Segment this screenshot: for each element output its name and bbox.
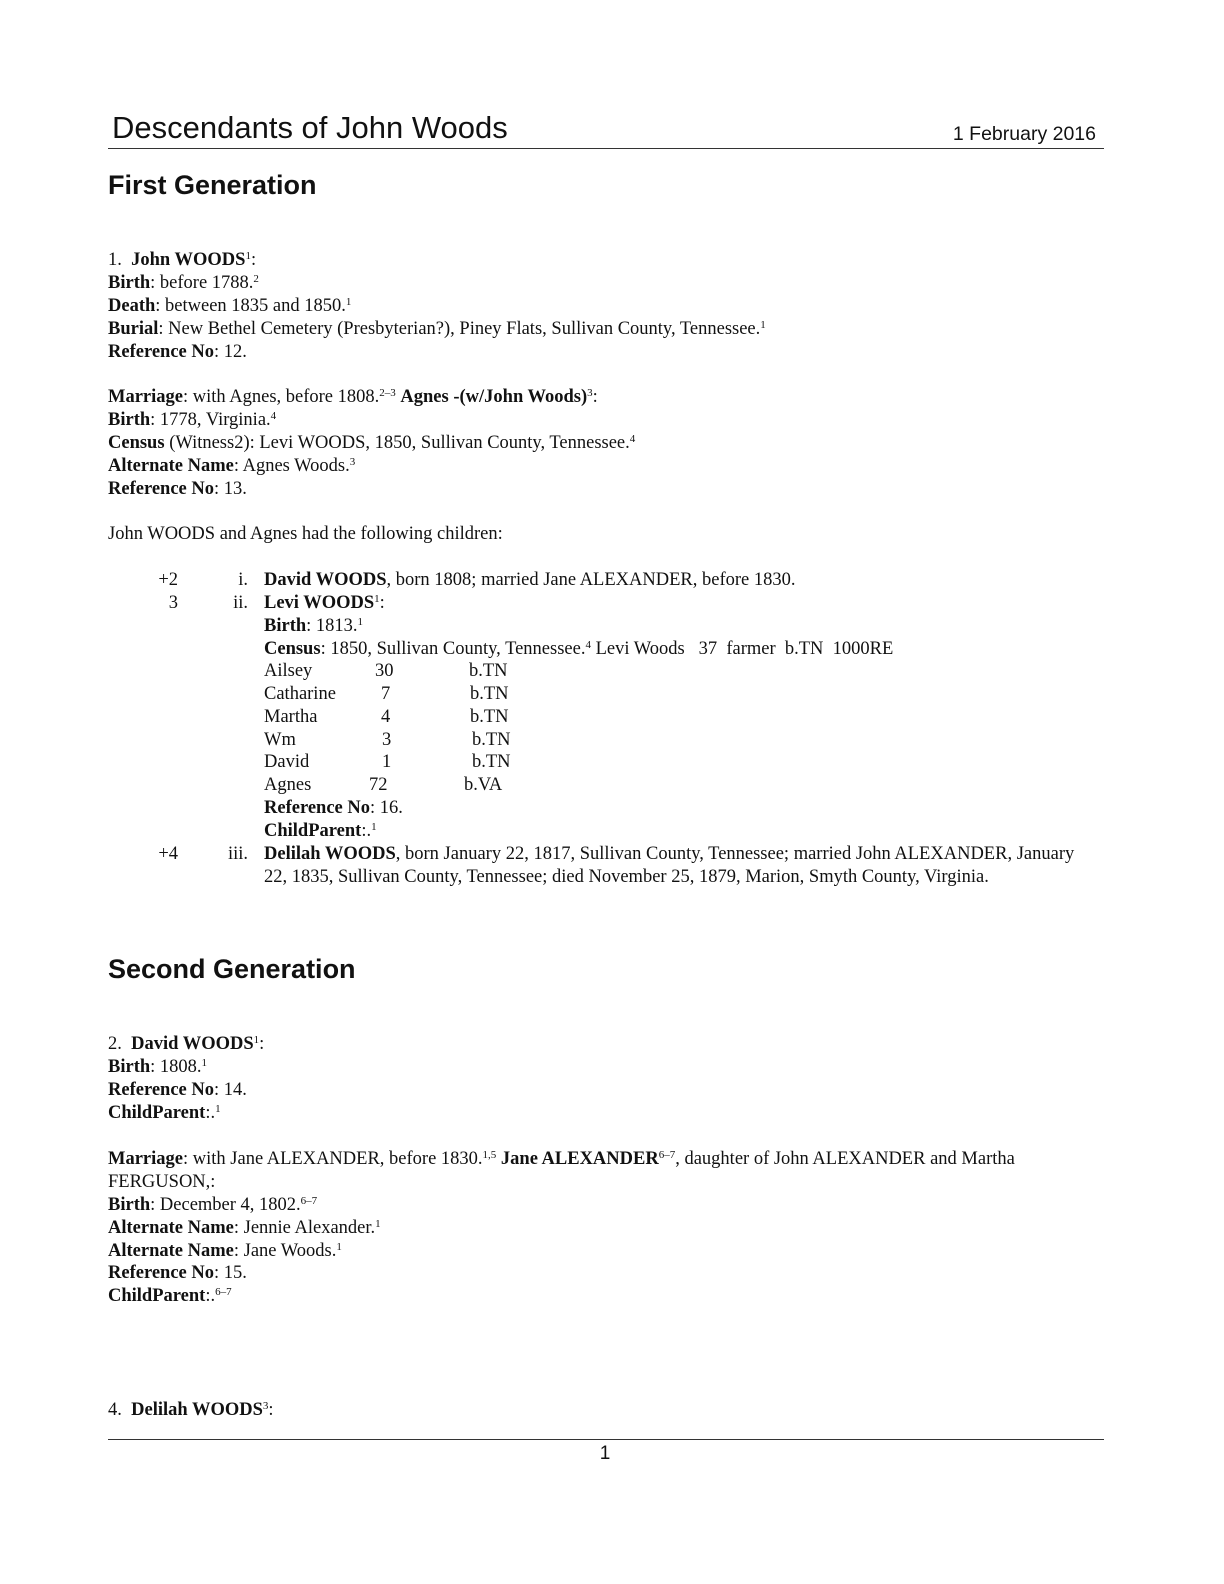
spouse-alternate-name-line: Alternate Name: Jennie Alexander.$^1$ [108, 1218, 381, 1238]
document-date: 1 February 2016 [952, 123, 1096, 145]
child-index: iii. [227, 844, 248, 864]
spouse-alternate-name-line: Alternate Name: Agnes Woods.$^3$ [108, 456, 356, 476]
child-entry: Levi WOODS$^1$: [264, 593, 385, 613]
person-4-name-line: 4. Delilah WOODS$^3$: [108, 1400, 274, 1420]
child-census-line: Census: 1850, Sullivan County, Tennessee.$^4$ Levi Woods 37 farmer b.TN 1000RE [264, 639, 894, 659]
page-header [108, 108, 1104, 149]
marriage-line: Marriage: with Jane ALEXANDER, before 1830.$^{1,5}$ Jane ALEXANDER$^{6-7}$, daughter of John ALEXANDER and Martha [108, 1149, 1015, 1169]
children-intro: John WOODS and Agnes had the following children: [108, 524, 503, 544]
second-generation-heading: Second Generation [108, 954, 356, 984]
child-number: +4 [158, 844, 178, 864]
spouse-alternate-name-line: Alternate Name: Jane Woods.$^1$ [108, 1241, 342, 1261]
footer-divider [108, 1439, 1104, 1440]
first-generation-heading: First Generation [108, 170, 317, 200]
child-index: i. [238, 570, 248, 590]
birth-line: Birth: before 1788.$^2$ [108, 273, 259, 293]
spouse-reference-line: Reference No: 15. [108, 1263, 247, 1283]
document-title: Descendants of John Woods [112, 110, 508, 145]
page-number: 1 [599, 1443, 611, 1464]
child-entry: David WOODS, born 1808; married Jane ALEXANDER, before 1830. [264, 570, 796, 590]
child-number: 3 [168, 593, 178, 613]
spouse-name: Jane ALEXANDER [500, 1149, 659, 1169]
reference-line: Reference No: 12. [108, 342, 247, 362]
spouse-reference-line: Reference No: 13. [108, 479, 247, 499]
spouse-birth-line: Birth: 1778, Virginia.$^4$ [108, 410, 277, 430]
person-name: David WOODS [131, 1034, 254, 1054]
person-2-name-line: 2. David WOODS$^1$: [108, 1034, 265, 1054]
death-line: Death: between 1835 and 1850.$^1$ [108, 296, 352, 316]
child-entry: Delilah WOODS, born January 22, 1817, Sullivan County, Tennessee; married John ALEXANDER, January 22, 1835, Sullivan County, Tennessee; died November 25, 1879, Marion, Smyth County, Virginia. [264, 844, 1075, 887]
birth-line: Birth: 1808.$^1$ [108, 1057, 208, 1077]
reference-line: Reference No: 14. [108, 1080, 247, 1100]
child-number: +2 [158, 570, 178, 590]
marriage-line: Marriage: with Agnes, before 1808.$^{2-3}$ Agnes -(w/John Woods)$^3$: [108, 387, 598, 407]
childparent-line: ChildParent:.$^1$ [108, 1103, 221, 1123]
spouse-census-line: Census (Witness2): Levi WOODS, 1850, Sullivan County, Tennessee.$^4$ [108, 433, 636, 453]
child-birth-line: Birth: 1813.$^1$ [264, 616, 364, 636]
child-childparent-line: ChildParent:.$^1$ [264, 821, 377, 841]
person-name: Delilah WOODS [131, 1400, 263, 1420]
spouse-birth-line: Birth: December 4, 1802.$^{6-7}$ [108, 1195, 318, 1215]
child-index: ii. [233, 593, 248, 613]
source-ref: 1 [245, 250, 251, 262]
marriage-line-continued: FERGUSON,: [108, 1172, 216, 1192]
person-name: John WOODS [131, 250, 246, 270]
child-reference-line: Reference No: 16. [264, 798, 403, 818]
spouse-name: Agnes -(w/John Woods) [400, 387, 588, 407]
spouse-childparent-line: ChildParent:.$^{6-7}$ [108, 1286, 232, 1306]
burial-line: Burial: New Bethel Cemetery (Presbyterian?), Piney Flats, Sullivan County, Tennessee.$^1$ [108, 319, 766, 339]
person-1-name-line: 1. John WOODS$^1$: [108, 250, 257, 270]
